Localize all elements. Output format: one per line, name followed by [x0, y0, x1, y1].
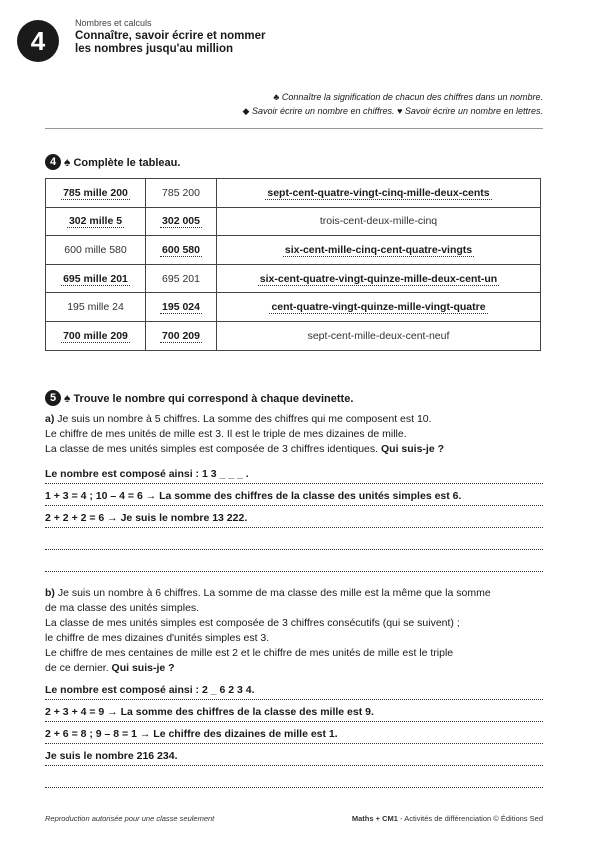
riddle-b-text-1: Je suis un nombre à 6 chiffres. La somme de ma classe des mille est la même que la somme [54, 587, 491, 599]
footer-publisher: - Activités de différenciation © Éditions Sed [397, 814, 543, 823]
table-cell [46, 179, 146, 208]
riddle-b-line-1 [45, 586, 545, 601]
subject-label: Nombres et calculs [75, 18, 152, 28]
riddle-b-line-3: La classe de mes unités simples est composée de 3 chiffres consécutifs (qui se suivent) ; [45, 617, 460, 629]
table-cell: 785 200 [146, 179, 217, 208]
answer-cell: 695 mille 201 [63, 272, 128, 285]
spade-icon: ♠ [64, 155, 71, 169]
riddle-a-question: Qui suis-je ? [381, 443, 445, 455]
riddle-a-line-2: Le chiffre de mes unités de mille est 3. Il est le triple de mes dizaines de mille. [45, 428, 407, 440]
footer-book-title: Maths + CM1 [351, 814, 398, 823]
exercise-4-heading [64, 155, 180, 169]
answer-cell: cent-quatre-vingt-quinze-mille-vingt-quatre [271, 301, 486, 314]
riddle-b-question: Qui suis-je ? [111, 662, 175, 674]
answer-cell: 700 209 [162, 329, 200, 342]
answer-cell: sept-cent-quatre-vingt-cinq-mille-deux-cents [267, 186, 490, 199]
exercise-4-number: 4 [45, 154, 61, 170]
answer-cell: 302 005 [162, 215, 200, 228]
table-row [46, 236, 541, 265]
objective-2b-text: Savoir écrire un nombre en lettres. [404, 106, 543, 116]
sequence-number-badge: 4 [17, 20, 59, 62]
title-line-2: les nombres jusqu'au million [75, 43, 234, 55]
club-icon: ♣ [273, 92, 280, 102]
table-cell [46, 264, 146, 293]
table-cell: 600 mille 580 [46, 236, 146, 265]
divider [45, 128, 543, 129]
answer-line [45, 556, 543, 572]
riddle-b-label: b) [45, 587, 55, 599]
answer-line: Le nombre est composé ainsi : 2 _ 6 2 3 4. [45, 684, 543, 700]
table-cell [146, 236, 217, 265]
answer-cell: 302 mille 5 [68, 215, 123, 228]
table-row [46, 264, 541, 293]
answer-line: 2 + 2 + 2 = 6 → Je suis le nombre 13 222. [45, 512, 543, 528]
table-row [46, 179, 541, 208]
table-row [46, 321, 541, 350]
exercise-5-number: 5 [45, 390, 61, 406]
answer-line: 2 + 6 = 8 ; 9 – 8 = 1 → Le chiffre des dizaines de mille est 1. [45, 728, 543, 744]
footer-copyright-note: Reproduction autorisée pour une classe seulement [45, 814, 215, 823]
objective-2a-text: Savoir écrire un nombre en chiffres. [251, 106, 395, 116]
table-cell [46, 321, 146, 350]
answer-line [45, 534, 543, 550]
riddle-a [45, 412, 545, 457]
page-title [75, 30, 295, 56]
riddle-a-text-3: La classe de mes unités simples est composée de 3 chiffres identiques. [45, 443, 381, 455]
spade-icon: ♠ [64, 391, 71, 405]
exercise-5-heading [64, 391, 353, 405]
objective-1 [273, 92, 543, 102]
riddle-b-line-5: Le chiffre de mes centaines de mille est 2 et le chiffre de mes unités de mille est le triple [45, 647, 454, 659]
riddle-a-text-1: Je suis un nombre à 5 chiffres. La somme des chiffres qui me composent est 10. [54, 413, 432, 425]
answer-line: Le nombre est composé ainsi : 1 3 _ _ _ . [45, 468, 543, 484]
exercise-5-instruction: Trouve le nombre qui correspond à chaque devinette. [73, 393, 354, 405]
table-cell: trois-cent-deux-mille-cinq [217, 207, 541, 236]
riddle-b-line-2: de ma classe des unités simples. [45, 602, 200, 614]
table-cell: 195 mille 24 [46, 293, 146, 322]
table-cell [217, 236, 541, 265]
table-cell [46, 207, 146, 236]
answer-line: Je suis le nombre 216 234. [45, 750, 543, 766]
table-cell: sept-cent-mille-deux-cent-neuf [217, 321, 541, 350]
riddle-b-text-6: de ce dernier. [45, 662, 112, 674]
table-cell [217, 264, 541, 293]
table-cell [217, 179, 541, 208]
riddle-a-label: a) [45, 413, 55, 425]
table-cell [146, 321, 217, 350]
table-cell: 695 201 [146, 264, 217, 293]
riddle-a-line-1 [45, 412, 545, 427]
title-line-1: Connaître, savoir écrire et nommer [75, 30, 266, 42]
answer-cell: 700 mille 209 [63, 329, 128, 342]
table-cell [146, 207, 217, 236]
riddle-b [45, 586, 545, 676]
heart-icon: ♥ [397, 106, 403, 116]
answer-line: 1 + 3 = 4 ; 10 – 4 = 6 → La somme des chiffres de la classe des unités simples est 6. [45, 490, 543, 506]
riddle-b-line-6 [45, 661, 545, 676]
objective-1-text: Connaître la signification de chacun des chiffres dans un nombre. [281, 92, 543, 102]
riddle-a-line-3 [45, 442, 545, 457]
footer-publication [352, 814, 543, 823]
exercise-4-instruction: Complète le tableau. [73, 157, 181, 169]
table-cell [217, 293, 541, 322]
riddle-b-line-4: le chiffre de mes dizaines d'unités simples est 3. [45, 632, 270, 644]
answer-cell: 600 580 [162, 243, 200, 256]
objective-2 [243, 106, 543, 117]
table-cell [146, 293, 217, 322]
table-row [46, 293, 541, 322]
answer-line: 2 + 3 + 4 = 9 → La somme des chiffres de la classe des mille est 9. [45, 706, 543, 722]
answer-line [45, 772, 543, 788]
answer-cell: 785 mille 200 [63, 186, 128, 199]
answer-cell: six-cent-mille-cinq-cent-quatre-vingts [284, 243, 473, 256]
answer-cell: six-cent-quatre-vingt-quinze-mille-deux-cent-un [259, 272, 498, 285]
answer-cell: 195 024 [162, 301, 200, 314]
diamond-icon: ◆ [242, 106, 250, 116]
table-row [46, 207, 541, 236]
number-table [45, 178, 541, 351]
